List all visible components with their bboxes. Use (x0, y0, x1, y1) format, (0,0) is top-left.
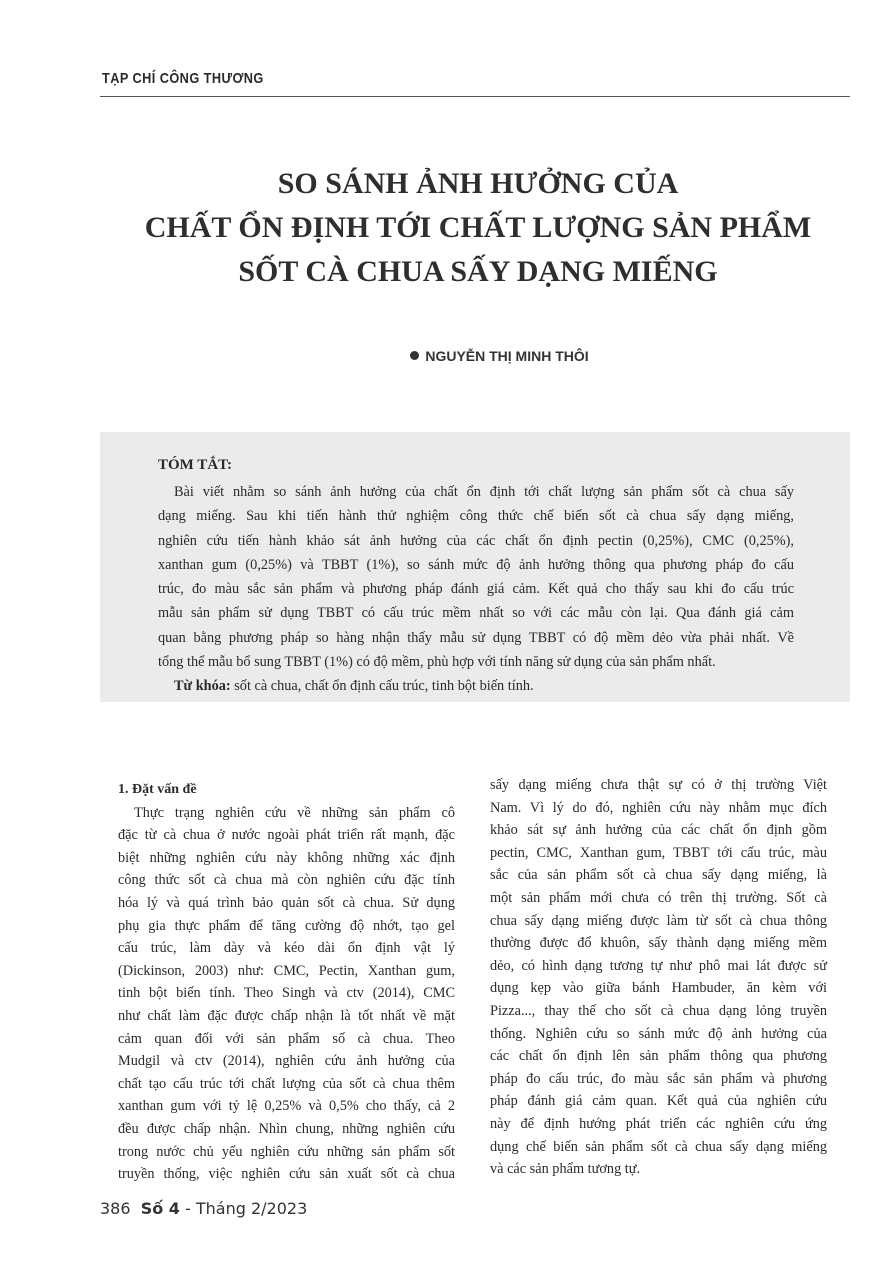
text-line: cảm quan đối với sản phẩm số cà chua. Theo (118, 1030, 455, 1047)
text-line: dạng miếng. Sau khi tiến hành thử nghiệm công thức chế biến sốt cà chua sấy dạng miếng, (158, 508, 794, 525)
issue-date: - Tháng 2/2023 (179, 1199, 308, 1218)
text-line: pháp đánh giá cảm quan. Kết quả của nghiên cứu (490, 1093, 827, 1110)
text-line: Bài viết nhằm so sánh ảnh hưởng của chất ổn định tới chất lượng sản phẩm sốt cà chua sấy (174, 484, 794, 500)
text-line: biệt những nghiên cứu này không những xác định (118, 849, 455, 866)
article-title (80, 162, 876, 294)
abstract-heading: TÓM TẮT: (158, 457, 233, 473)
text-line: phụ gia thực phẩm để tăng cường độ nhớt, tạo gel (118, 917, 455, 934)
author (0, 348, 879, 364)
text-line: trong nước chủ yếu nghiên cứu những sản phẩm sốt (118, 1143, 455, 1160)
text-line: xanthan gum với tỷ lệ 0,25% và 0,5% cho thấy, cả 2 (118, 1098, 455, 1115)
text-line: dụng kẹp vào giữa bánh Hambuder, ăn kèm với (490, 980, 827, 997)
text-line: pháp đo cấu trúc, đo màu sắc sản phẩm và phương (490, 1070, 827, 1087)
text-line: đặc từ cà chua ở nước ngoài phát triển rất mạnh, đặc (118, 827, 455, 844)
column-right (490, 774, 827, 1181)
text-line: hóa lý và quá trình bảo quản sốt cà chua. Sử dụng (118, 894, 455, 911)
text-line: chua sấy dạng miếng được làm từ sốt cà chua thông (490, 912, 827, 929)
title-line: CHẤT ỔN ĐỊNH TỚI CHẤT LƯỢNG SẢN PHẨM (144, 211, 812, 244)
text-line: dẻo, có hình dạng tương tự như phô mai lát được sử (490, 957, 827, 974)
text-line: Nam. Vì lý do đó, nghiên cứu này nhằm mục đích (490, 799, 827, 816)
text-line: một sản phẩm mới chưa có trên thị trường. Sốt cà (490, 889, 827, 906)
text-line: dụng chế biến sản phẩm sốt cà chua sấy dạng miếng (490, 1138, 827, 1155)
title-line: SỐT CÀ CHUA SẤY DẠNG MIẾNG (238, 255, 718, 288)
text-line: nghiên cứu tiến hành khảo sát ảnh hưởng của các chất ổn định pectin (0,25%), CMC (0,25%), (158, 532, 794, 549)
text-line: Thực trạng nghiên cứu về những sản phẩm cô (134, 804, 455, 821)
section-heading: 1. Đặt vấn đề (118, 782, 197, 797)
text-line: Mudgil và ctv (2014), nghiên cứu ảnh hưởng của (118, 1053, 455, 1070)
issue-number: Số 4 (140, 1199, 180, 1218)
text-line: pectin, CMC, Xanthan gum, TBBT tới cấu trúc, màu (490, 844, 827, 861)
text-line: (Dickinson, 2003) như: CMC, Pectin, Xanthan gum, (118, 962, 455, 979)
keywords-label: Từ khóa: (174, 678, 231, 695)
text-line: như chất làm đặc được chấp nhận là tốt nhất về mặt (118, 1007, 455, 1024)
text-line: và các sản phẩm tương tự. (490, 1161, 641, 1178)
text-line: cấu trúc, làm dày và kéo dài ổn định vật lý (118, 940, 455, 957)
keywords-text: sốt cà chua, chất ổn định cấu trúc, tinh bột biến tính. (230, 678, 534, 695)
header-divider (100, 96, 850, 97)
page-footer (100, 1199, 307, 1218)
text-line: công thức sốt cà chua mà còn nghiên cứu đặc tính (118, 872, 455, 889)
text-line: các chất ổn định lên sản phẩm thông qua phương (490, 1048, 827, 1065)
title-line: SO SÁNH ẢNH HƯỞNG CỦA (277, 167, 679, 200)
text-line: thường được đổ khuôn, sấy thành dạng miếng mềm (490, 935, 827, 952)
text-line: thống. Nghiên cứu so sánh mức độ ảnh hưởng của (490, 1025, 827, 1042)
text-line: tinh bột biến tính. Theo Singh và ctv (2014), CMC (118, 985, 455, 1002)
text-line: này để định hướng phát triển các nghiên cứu ứng (490, 1115, 827, 1132)
text-line: trúc, đo màu sắc sản phẩm và phương pháp đánh giá cảm. Kết quả cho thấy sau khi đo cấu trúc (158, 581, 794, 598)
author-name: NGUYỄN THỊ MINH THÔI (425, 348, 589, 364)
text-line: sắc của sản phẩm sốt cà chua sấy dạng miếng, là (490, 867, 827, 884)
abstract-body (158, 480, 794, 699)
text-line: sấy dạng miếng chưa thật sự có ở thị trường Việt (490, 777, 827, 793)
text-line: đều được chấp nhận. Nhìn chung, những nghiên cứu (118, 1120, 455, 1137)
text-line: truyền thống, việc nghiên cứu sản xuất sốt cà chua (118, 1166, 455, 1183)
text-line: khảo sát sự ảnh hưởng của các chất ổn định gồm (490, 822, 827, 839)
journal-name: TẠP CHÍ CÔNG THƯƠNG (102, 70, 264, 87)
text-line: xanthan gum (0,25%) và TBBT (1%), so sánh mức độ ảnh hưởng thông qua phương pháp đo cấu (158, 556, 794, 573)
page-number: 386 (100, 1199, 131, 1218)
abstract-box (100, 432, 850, 702)
text-line: Pizza..., thay thế cho sốt cà chua dạng lỏng truyền (490, 1002, 827, 1019)
text-line: quan bằng phương pháp so hàng nhận thấy mẫu sử dụng TBBT có độ mềm dẻo vừa phải nhất. Về (158, 629, 794, 646)
bullet-icon (410, 351, 419, 360)
text-line: mẫu sản phẩm sử dụng TBBT có cấu trúc mềm nhất so với các mẫu còn lại. Qua đánh giá cảm (158, 605, 794, 622)
text-line: chất tạo cấu trúc tới chất lượng của sốt cà chua thêm (118, 1075, 455, 1092)
keywords (158, 674, 794, 698)
text-line: tổng thể mẫu bổ sung TBBT (1%) có độ mềm, phù hợp với tính năng sử dụng của sản phẩm nhất. (158, 654, 716, 671)
column-left (118, 779, 455, 1186)
